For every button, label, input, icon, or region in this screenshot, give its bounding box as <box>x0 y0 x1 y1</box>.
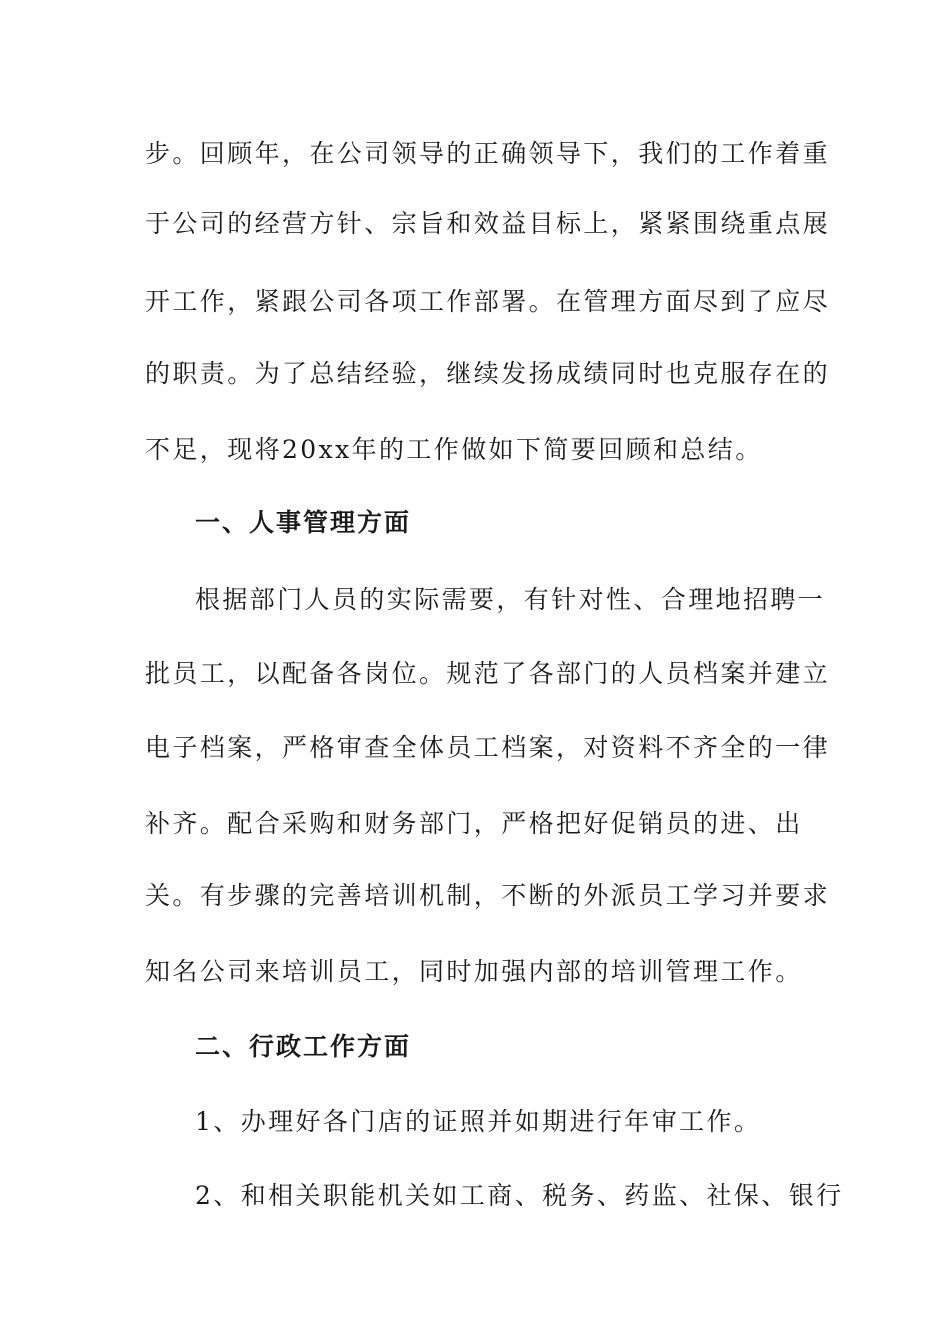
paragraph-line: 步。回顾年，在公司领导的正确领导下，我们的工作着重 <box>145 139 831 168</box>
paragraph-line: 补齐。配合采购和财务部门，严格把好促销员的进、出 <box>145 809 803 838</box>
paragraph-line: 知名公司来培训员工，同时加强内部的培训管理工作。 <box>145 957 803 986</box>
paragraph-line: 电子档案，严格审查全体员工档案，对资料不齐全的一律 <box>145 733 831 762</box>
paragraph-line: 开工作，紧跟公司各项工作部署。在管理方面尽到了应尽 <box>145 287 831 316</box>
paragraph-line: 批员工，以配备各岗位。规范了各部门的人员档案并建立 <box>145 659 831 688</box>
paragraph-line: 的职责。为了总结经验，继续发扬成绩同时也克服存在的 <box>145 359 831 388</box>
paragraph-line: 于公司的经营方针、宗旨和效益目标上，紧紧围绕重点展 <box>145 209 831 238</box>
section-heading: 一、人事管理方面 <box>195 508 412 537</box>
section-heading: 二、行政工作方面 <box>195 1032 412 1061</box>
paragraph-line: 关。有步骤的完善培训机制，不断的外派员工学习并要求 <box>145 881 831 910</box>
list-item: 2、和相关职能机关如工商、税务、药监、社保、银行 <box>195 1181 844 1210</box>
list-item: 1、办理好各门店的证照并如期进行年审工作。 <box>195 1107 762 1136</box>
paragraph-line: 根据部门人员的实际需要，有针对性、合理地招聘一 <box>195 585 826 614</box>
paragraph-line: 不足，现将20xx年的工作做如下简要回顾和总结。 <box>145 435 763 464</box>
